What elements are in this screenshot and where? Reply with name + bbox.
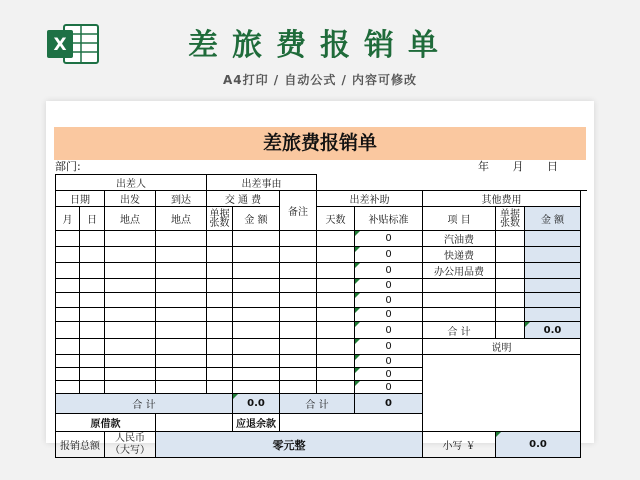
traveler-header: 出差人 (56, 175, 207, 191)
day-header: 日 (80, 207, 105, 231)
allowance-value[interactable]: 0 (355, 308, 423, 322)
margin-cell (581, 191, 587, 207)
table-row (56, 322, 587, 339)
table-row (56, 355, 587, 368)
table-row (56, 339, 587, 355)
allowance-value[interactable]: 0 (355, 231, 423, 247)
spreadsheet-sheet (46, 101, 594, 456)
upper-label: （大写） (110, 444, 150, 456)
allowance-header: 出差补助 (317, 191, 423, 207)
amount-header: 金 额 (233, 207, 280, 231)
reimburse-label: 报销总额 (56, 432, 105, 458)
allowance-value[interactable]: 0 (355, 355, 423, 368)
logo-letter: X (53, 35, 67, 55)
other-item[interactable]: 汽油费 (423, 231, 496, 247)
item-header: 项 目 (423, 207, 496, 231)
reason-header: 出差事由 (207, 175, 317, 191)
standard-header: 补贴标准 (355, 207, 423, 231)
depart-header: 出发 (105, 191, 156, 207)
allowance-value[interactable]: 0 (355, 368, 423, 381)
transport-total-value: 0.0 (233, 394, 280, 414)
table-row (56, 279, 587, 293)
receipts-header: 单据张数 (207, 207, 233, 231)
allowance-total-label: 合 计 (280, 394, 355, 414)
traveler-name-cell[interactable] (317, 175, 587, 191)
other-amount-header: 金 额 (525, 207, 581, 231)
allowance-value[interactable]: 0 (355, 339, 423, 355)
refund-value[interactable] (280, 414, 423, 432)
remark-header: 备注 (280, 191, 317, 231)
header-row-1 (56, 175, 587, 191)
amount-upper-value: 零元整 (156, 432, 423, 458)
note-label: 说明 (423, 339, 581, 355)
allowance-total-value: 0 (355, 394, 423, 414)
loan-row (56, 414, 587, 432)
allowance-value[interactable]: 0 (355, 293, 423, 308)
arrive-header: 到达 (156, 191, 207, 207)
page-title: 差旅费报销单 (188, 28, 452, 63)
reimburse-row (56, 432, 587, 458)
month-header: 月 (56, 207, 80, 231)
other-total-value: 0.0 (525, 322, 581, 339)
allowance-value[interactable]: 0 (355, 381, 423, 394)
rmb-label: 人民币 (115, 432, 145, 444)
amount-lower-value: 0.0 (496, 432, 581, 458)
header-row-3 (56, 207, 587, 231)
other-item[interactable]: 办公用品费 (423, 263, 496, 279)
other-receipts-header: 单据张数 (496, 207, 525, 231)
allowance-value[interactable]: 0 (355, 322, 423, 339)
transport-header: 交 通 费 (207, 191, 280, 207)
lower-label: 小写 ￥ (423, 432, 496, 458)
other-expense-header: 其他费用 (423, 191, 581, 207)
other-total-label: 合 计 (423, 322, 496, 339)
loan-value[interactable] (156, 414, 233, 432)
table-row (56, 293, 587, 308)
table-row (56, 308, 587, 322)
dept-label: 部门: (55, 160, 81, 173)
from-place-header: 地点 (105, 207, 156, 231)
transport-total-label: 合 计 (56, 394, 233, 414)
blank-cell (423, 414, 581, 432)
expense-table (55, 174, 587, 458)
days-header: 天数 (317, 207, 355, 231)
allowance-value[interactable]: 0 (355, 279, 423, 293)
rmb-upper-label (105, 432, 156, 458)
date-label: 年 月 日 (478, 160, 568, 173)
table-row (56, 263, 587, 279)
refund-label: 应退余款 (233, 414, 280, 432)
allowance-value[interactable]: 0 (355, 247, 423, 263)
allowance-value[interactable]: 0 (355, 263, 423, 279)
page-subtitle: A4打印 / 自动公式 / 内容可修改 (222, 73, 418, 87)
loan-label: 原借款 (56, 414, 156, 432)
table-row (56, 231, 587, 247)
other-item[interactable]: 快递费 (423, 247, 496, 263)
header-row-2 (56, 191, 587, 207)
date-header: 日期 (56, 191, 105, 207)
to-place-header: 地点 (156, 207, 207, 231)
form-title: 差旅费报销单 (54, 127, 586, 160)
table-row (56, 247, 587, 263)
note-area[interactable] (423, 355, 581, 414)
